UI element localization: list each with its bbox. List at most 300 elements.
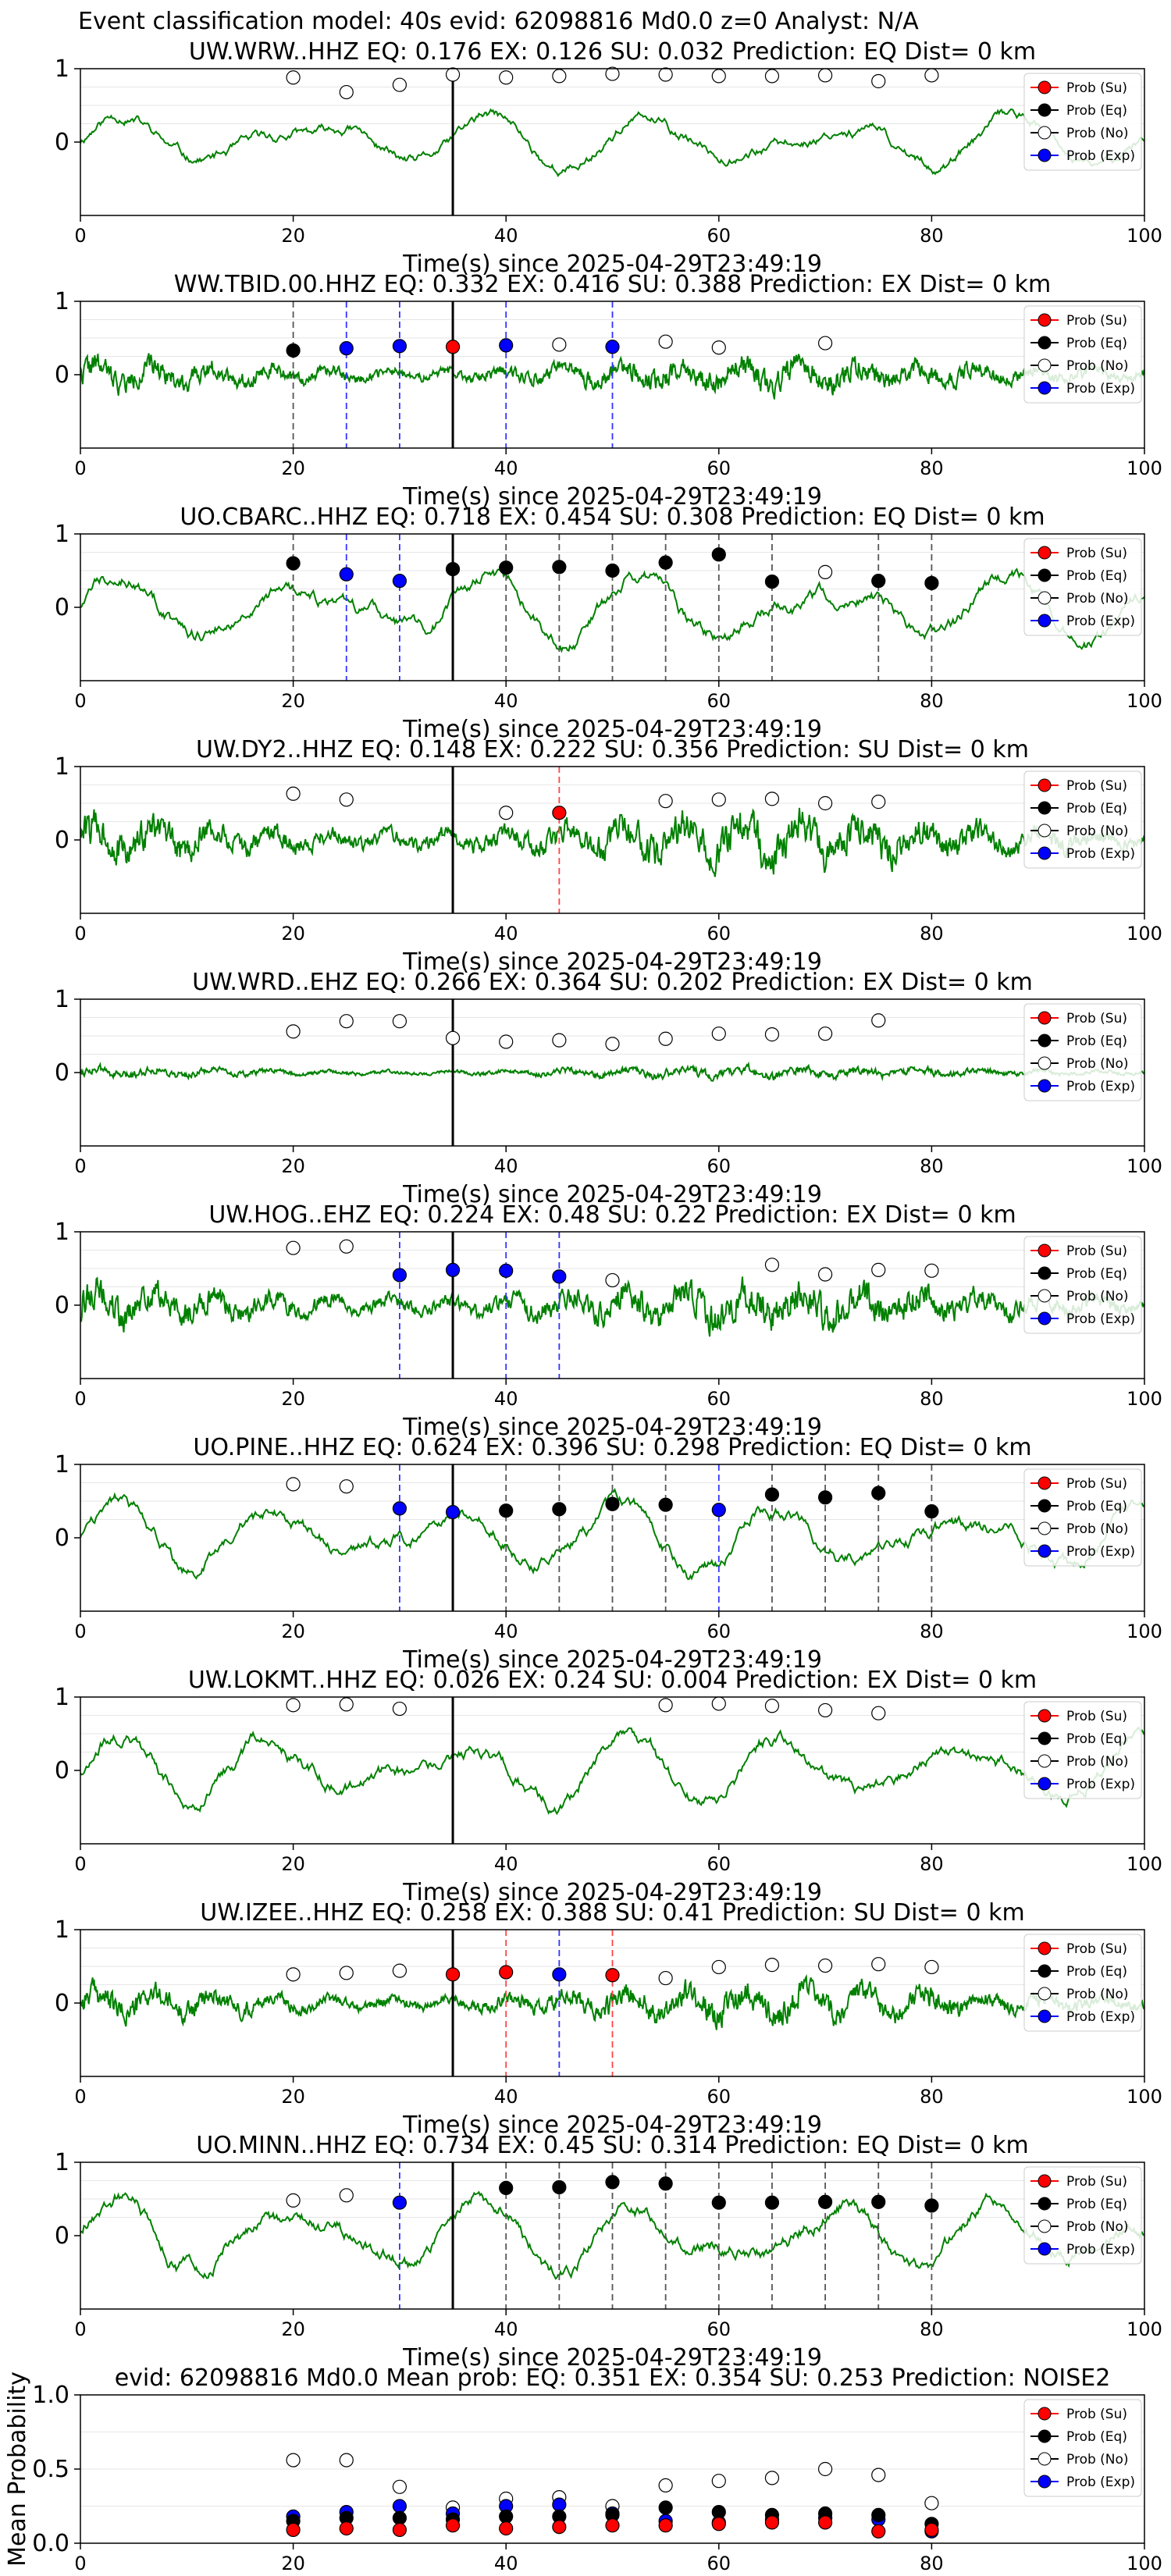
prob-point-no [659,1032,672,1045]
mean-point-no [340,2453,353,2467]
mean-point-su [712,2517,725,2531]
prob-point-no [712,1960,725,1973]
subplot-title: evid: 62098816 Md0.0 Mean prob: EQ: 0.351 EX: 0.354 SU: 0.253 Prediction: NOISE2 [114,2364,1111,2392]
legend-marker [1038,2197,1051,2210]
legend-marker [1038,2220,1051,2233]
x-tick-label: 60 [707,1155,731,1177]
prob-point-eq [447,563,460,576]
x-tick-label: 20 [281,1155,305,1177]
y-tick-label: 1.0 [32,2382,69,2409]
mean-point-su [606,2519,619,2532]
mean-point-su [500,2522,513,2535]
x-tick-label: 60 [707,2553,731,2574]
x-tick-label: 100 [1127,2086,1162,2108]
legend-label: Prob (Eq) [1066,801,1127,817]
prob-point-no [872,1263,885,1276]
prob-point-eq [606,564,619,578]
x-tick-label: 60 [707,923,731,945]
legend-marker [1038,1267,1051,1279]
y-tick-label: 0.0 [32,2530,69,2557]
prob-point-no [819,565,832,578]
legend-marker [1038,1290,1051,1302]
x-tick-label: 40 [493,1388,518,1410]
x-axis-label: Time(s) since 2025-04-29T23:49:19 [403,1414,822,1441]
x-tick-label: 60 [707,2318,731,2340]
y-tick-label: 0 [54,594,69,621]
prob-point-no [712,1027,725,1041]
mean-point-no [393,2480,406,2493]
y-tick-label: 0 [54,1059,69,1087]
prob-point-no [659,335,672,348]
prob-point-exp [712,1503,725,1517]
prob-point-no [819,1959,832,1973]
x-tick-label: 20 [281,2086,305,2108]
prob-point-no [287,1699,300,1712]
legend-label: Prob (Su) [1066,1941,1127,1957]
x-tick-label: 20 [281,225,305,247]
prob-point-no [872,1014,885,1027]
prob-point-no [553,1034,566,1047]
legend-marker [1038,81,1051,94]
x-tick-label: 100 [1127,225,1162,247]
x-tick-label: 80 [920,690,944,712]
legend-label: Prob (Su) [1066,546,1127,561]
prob-point-no [712,341,725,354]
prob-point-no [659,1699,672,1712]
legend-marker [1038,1545,1051,1557]
mean-point-su [819,2516,832,2529]
y-tick-label: 0 [54,1757,69,1784]
prob-point-no [287,1968,300,1981]
y-tick-label: 1 [54,1684,69,1711]
legend-marker [1038,1080,1051,1092]
legend-label: Prob (No) [1066,358,1129,374]
prob-point-su [447,1968,460,1981]
legend-label: Prob (Exp) [1066,2009,1136,2025]
legend-marker [1038,824,1051,837]
prob-point-exp [393,1502,406,1515]
x-tick-label: 60 [707,690,731,712]
prob-point-no [340,86,353,99]
prob-point-no [393,1015,406,1028]
prob-point-eq [765,1488,778,1501]
x-axis-label: Time(s) since 2025-04-29T23:49:19 [403,1879,822,1906]
x-tick-label: 60 [707,225,731,247]
prob-point-eq [287,343,300,357]
prob-point-no [872,1958,885,1971]
prob-point-su [606,1969,619,1982]
x-tick-label: 80 [920,1388,944,1410]
x-tick-label: 60 [707,2086,731,2108]
mean-point-su [659,2519,672,2532]
legend-marker [1038,1034,1051,1047]
legend-marker [1038,847,1051,859]
y-tick-label: 0.5 [32,2456,69,2483]
prob-point-no [287,1025,300,1038]
legend-label: Prob (No) [1066,2452,1129,2467]
x-tick-label: 40 [493,923,518,945]
prob-point-no [712,69,725,83]
legend-label: Prob (Exp) [1066,1079,1136,1094]
prob-point-no [819,1703,832,1717]
x-tick-label: 0 [74,2553,87,2574]
x-axis-label: Time(s) since 2025-04-29T23:49:19 [403,716,822,743]
legend-label: Prob (Eq) [1066,2197,1127,2212]
mean-point-exp [553,2498,566,2511]
prob-point-no [659,68,672,81]
subplot-title: UW.WRW..HHZ EQ: 0.176 EX: 0.126 SU: 0.032 Prediction: EQ Dist= 0 km [188,38,1037,66]
prob-point-no [447,68,460,81]
prob-point-no [659,1972,672,1985]
mean-point-no [925,2496,938,2510]
x-tick-label: 0 [74,2086,87,2108]
x-tick-label: 80 [920,1853,944,1875]
legend-marker [1038,1522,1051,1535]
prob-point-no [819,1268,832,1281]
x-axis-label: Time(s) since 2025-04-29T23:49:19 [403,1646,822,1674]
prob-point-no [872,1706,885,1720]
prob-point-no [287,71,300,84]
prob-point-no [340,793,353,806]
prob-point-eq [819,2195,832,2208]
subplot-title: UW.DY2..HHZ EQ: 0.148 EX: 0.222 SU: 0.356 Prediction: SU Dist= 0 km [195,736,1030,763]
legend-marker [1038,149,1051,162]
subplot-title: WW.TBID.00.HHZ EQ: 0.332 EX: 0.416 SU: 0.388 Prediction: EX Dist= 0 km [173,271,1052,298]
legend-label: Prob (Su) [1066,1709,1127,1724]
legend-label: Prob (No) [1066,591,1129,607]
x-tick-label: 80 [920,2086,944,2108]
prob-point-exp [393,340,406,353]
x-axis-label: Time(s) since 2025-04-29T23:49:19 [403,2112,822,2139]
legend-marker [1038,126,1051,139]
x-tick-label: 100 [1127,457,1162,479]
x-tick-label: 0 [74,1155,87,1177]
prob-point-su [500,1966,513,1979]
mean-point-su [393,2523,406,2536]
x-tick-label: 40 [493,2086,518,2108]
legend-label: Prob (Eq) [1066,568,1127,584]
prob-point-no [500,71,513,84]
legend-label: Prob (Exp) [1066,614,1136,629]
prob-point-no [819,1027,832,1041]
legend-marker [1038,1500,1051,1512]
x-tick-label: 80 [920,1155,944,1177]
prob-point-eq [659,1498,672,1511]
y-tick-label: 1 [54,753,69,781]
y-tick-label: 1 [54,1451,69,1478]
legend-marker [1038,1987,1051,2000]
legend-label: Prob (Eq) [1066,103,1127,119]
legend-label: Prob (Eq) [1066,2429,1127,2445]
prob-point-no [765,1028,778,1041]
legend-marker [1038,336,1051,349]
subplot-title: UO.PINE..HHZ EQ: 0.624 EX: 0.396 SU: 0.298 Prediction: EQ Dist= 0 km [193,1434,1032,1461]
x-tick-label: 40 [493,1621,518,1642]
y-tick-label: 0 [54,2222,69,2250]
prob-point-no [925,1264,938,1277]
legend-label: Prob (Exp) [1066,1544,1136,1560]
prob-point-exp [447,1506,460,1519]
prob-point-no [340,1480,353,1493]
prob-point-no [925,1960,938,1973]
x-tick-label: 20 [281,1853,305,1875]
prob-point-eq [553,1503,566,1516]
legend-marker [1038,1710,1051,1722]
x-axis-label: Time(s) since 2025-04-29T23:49:19 [403,948,822,976]
mean-point-no [712,2475,725,2488]
legend-label: Prob (Eq) [1066,1731,1127,1747]
legend-label: Prob (Eq) [1066,1266,1127,1282]
mean-point-su [872,2524,885,2538]
legend-label: Prob (No) [1066,1754,1129,1770]
legend-marker [1038,1942,1051,1955]
legend-marker [1038,1732,1051,1745]
x-tick-label: 40 [493,225,518,247]
mean-point-su [340,2522,353,2535]
mean-point-su [447,2519,460,2532]
legend-marker [1038,1312,1051,1325]
prob-point-no [765,69,778,83]
y-tick-label: 1 [54,1219,69,1246]
prob-point-exp [340,568,353,581]
x-axis-label: Time(s) since 2025-04-29T23:49:19 [403,251,822,278]
legend-label: Prob (Exp) [1066,381,1136,397]
subplot-title: UW.IZEE..HHZ EQ: 0.258 EX: 0.388 SU: 0.41 Prediction: SU Dist= 0 km [200,1899,1025,1927]
prob-point-no [925,69,938,82]
legend-label: Prob (No) [1066,2219,1129,2235]
prob-point-exp [393,1268,406,1282]
x-tick-label: 20 [281,1621,305,1642]
prob-point-no [872,74,885,87]
prob-point-no [819,797,832,810]
prob-point-no [500,806,513,820]
x-tick-label: 100 [1127,1155,1162,1177]
legend-marker [1038,614,1051,627]
x-tick-label: 60 [707,1388,731,1410]
prob-point-no [340,1240,353,1253]
x-tick-label: 80 [920,2553,944,2574]
prob-point-exp [553,1968,566,1981]
x-tick-label: 100 [1127,2318,1162,2340]
legend-marker [1038,1012,1051,1024]
prob-point-eq [659,556,672,569]
y-tick-label: 0 [54,361,69,389]
legend-label: Prob (Exp) [1066,2242,1136,2258]
x-tick-label: 80 [920,2318,944,2340]
prob-point-no [712,1697,725,1710]
legend-label: Prob (Eq) [1066,336,1127,351]
legend-label: Prob (Su) [1066,2174,1127,2190]
subplot-title: UO.CBARC..HHZ EQ: 0.718 EX: 0.454 SU: 0.308 Prediction: EQ Dist= 0 km [180,503,1045,531]
legend-marker [1038,1777,1051,1790]
prob-point-exp [606,340,619,354]
legend-label: Prob (No) [1066,1289,1129,1304]
prob-point-exp [500,1264,513,1277]
prob-point-no [447,1031,460,1044]
mean-point-eq [659,2501,672,2514]
x-tick-label: 0 [74,1853,87,1875]
y-tick-label: 1 [54,288,69,315]
prob-point-no [606,1274,619,1287]
x-tick-label: 40 [493,2318,518,2340]
x-tick-label: 0 [74,923,87,945]
prob-point-exp [553,1270,566,1283]
prob-point-no [765,1258,778,1272]
prob-point-eq [553,2180,566,2194]
x-axis-label: Time(s) since 2025-04-29T23:49:19 [403,483,822,511]
legend-marker [1038,2407,1051,2420]
subplot-title: UW.HOG..EHZ EQ: 0.224 EX: 0.48 SU: 0.22 Prediction: EX Dist= 0 km [208,1201,1016,1229]
x-tick-label: 0 [74,1621,87,1642]
legend-marker [1038,2175,1051,2187]
legend-marker [1038,314,1051,326]
legend-marker [1038,1965,1051,1977]
x-tick-label: 60 [707,1621,731,1642]
prob-point-eq [872,1486,885,1500]
x-tick-label: 80 [920,457,944,479]
prob-point-eq [500,561,513,575]
prob-point-no [606,1037,619,1051]
legend-marker [1038,1244,1051,1257]
prob-point-exp [393,2196,406,2209]
legend-label: Prob (Exp) [1066,2475,1136,2490]
prob-point-eq [606,1497,619,1510]
prob-point-no [340,1698,353,1711]
legend-marker [1038,2430,1051,2443]
prob-point-eq [500,1504,513,1517]
prob-point-eq [925,2199,938,2212]
prob-point-no [287,1478,300,1491]
x-tick-label: 20 [281,923,305,945]
x-tick-label: 20 [281,457,305,479]
prob-point-eq [925,576,938,589]
prob-point-no [819,336,832,350]
prob-point-no [765,1699,778,1713]
legend-label: Prob (No) [1066,1987,1129,2002]
y-tick-label: 0 [54,827,69,854]
prob-point-no [287,2194,300,2207]
prob-point-eq [819,1491,832,1504]
prob-point-no [287,1241,300,1254]
prob-point-eq [765,575,778,589]
prob-point-exp [340,342,353,355]
x-tick-label: 100 [1127,690,1162,712]
prob-point-eq [872,575,885,588]
mean-point-no [872,2468,885,2482]
y-tick-label: 1 [54,1916,69,1944]
legend-marker [1038,1057,1051,1069]
legend-marker [1038,1755,1051,1767]
prob-point-no [553,69,566,83]
legend-label: Prob (No) [1066,1521,1129,1537]
x-tick-label: 20 [281,2318,305,2340]
legend-marker [1038,2010,1051,2023]
prob-point-eq [712,2196,725,2209]
mean-point-eq [500,2510,513,2523]
x-tick-label: 0 [74,2318,87,2340]
mean-point-eq [872,2508,885,2521]
prob-point-no [340,1966,353,1980]
prob-point-no [765,1959,778,1972]
legend-label: Prob (No) [1066,824,1129,839]
x-tick-label: 80 [920,225,944,247]
mean-point-eq [712,2506,725,2519]
x-tick-label: 100 [1127,2553,1162,2574]
y-axis-label: Mean Probability [4,2371,31,2567]
x-tick-label: 20 [281,1388,305,1410]
mean-point-su [765,2516,778,2529]
prob-point-eq [553,560,566,574]
legend-marker [1038,382,1051,394]
legend-label: Prob (Exp) [1066,148,1136,164]
prob-point-no [393,78,406,91]
y-tick-label: 0 [54,129,69,156]
x-tick-label: 0 [74,225,87,247]
x-axis-label: Time(s) since 2025-04-29T23:49:19 [403,1181,822,1208]
legend-label: Prob (Su) [1066,778,1127,794]
x-tick-label: 100 [1127,1853,1162,1875]
prob-point-eq [872,2195,885,2208]
subplot-title: UO.MINN..HHZ EQ: 0.734 EX: 0.45 SU: 0.314 Prediction: EQ Dist= 0 km [196,2132,1029,2159]
mean-point-su [925,2523,938,2536]
y-tick-label: 1 [54,521,69,548]
mean-point-eq [393,2511,406,2524]
legend-label: Prob (Su) [1066,1244,1127,1259]
legend-label: Prob (No) [1066,1056,1129,1072]
subplot-title: UW.LOKMT..HHZ EQ: 0.026 EX: 0.24 SU: 0.004 Prediction: EX Dist= 0 km [187,1667,1038,1694]
y-tick-label: 0 [54,1292,69,1319]
legend-label: Prob (Eq) [1066,1964,1127,1980]
mean-point-exp [393,2500,406,2513]
prob-point-no [553,338,566,351]
prob-point-eq [659,2177,672,2190]
legend-marker [1038,2453,1051,2465]
x-tick-label: 100 [1127,1388,1162,1410]
x-tick-label: 40 [493,1853,518,1875]
x-tick-label: 60 [707,1853,731,1875]
mean-point-no [659,2478,672,2492]
x-tick-label: 80 [920,923,944,945]
mean-point-su [287,2523,300,2536]
prob-point-no [712,793,725,806]
figure-title: Event classification model: 40s evid: 62098816 Md0.0 z=0 Analyst: N/A [78,8,919,35]
prob-point-no [765,792,778,806]
legend-marker [1038,359,1051,372]
prob-point-no [500,1035,513,1048]
x-tick-label: 40 [493,1155,518,1177]
legend-marker [1038,546,1051,559]
x-tick-label: 40 [493,457,518,479]
prob-point-su [447,340,460,354]
mean-point-no [819,2463,832,2476]
x-tick-label: 20 [281,2553,305,2574]
prob-point-no [393,1964,406,1977]
prob-point-eq [287,557,300,570]
legend-label: Prob (Exp) [1066,1777,1136,1792]
x-tick-label: 60 [707,457,731,479]
prob-point-no [287,787,300,800]
x-tick-label: 100 [1127,1621,1162,1642]
prob-point-exp [447,1263,460,1276]
prob-point-no [340,2189,353,2202]
y-tick-label: 0 [54,1525,69,1552]
prob-point-su [553,806,566,820]
prob-point-no [819,69,832,82]
legend-marker [1038,779,1051,792]
prob-point-no [872,795,885,809]
y-tick-label: 1 [54,2149,69,2176]
subplot-title: UW.WRD..EHZ EQ: 0.266 EX: 0.364 SU: 0.202 Prediction: EX Dist= 0 km [192,969,1033,996]
